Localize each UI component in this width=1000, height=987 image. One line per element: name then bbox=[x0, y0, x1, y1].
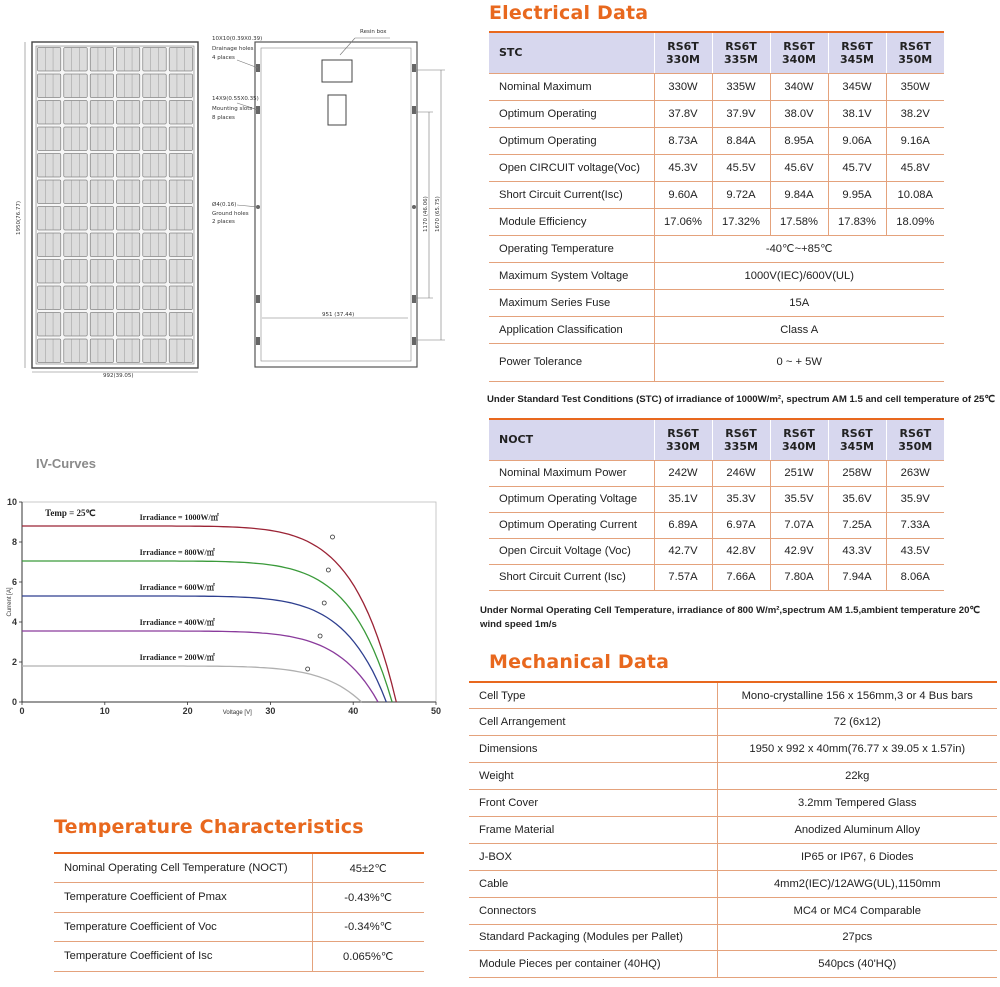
stc-model-header: RS6T 345M bbox=[828, 32, 886, 73]
noct-row-value: 258W bbox=[828, 460, 886, 486]
temperature-row bbox=[54, 883, 424, 913]
callout-ground-size: Ø4(0.16) bbox=[212, 202, 237, 208]
mechanical-row bbox=[469, 816, 997, 843]
stc-row-value: 330W bbox=[654, 73, 712, 100]
noct-row-value: 242W bbox=[654, 460, 712, 486]
noct-row-value: 35.5V bbox=[770, 486, 828, 512]
noct-row-value: 7.80A bbox=[770, 564, 828, 590]
noct-row-value: 7.57A bbox=[654, 564, 712, 590]
mechanical-row-value: 22kg bbox=[717, 763, 997, 790]
electrical-title: Electrical Data bbox=[489, 2, 649, 24]
stc-span-row bbox=[489, 343, 944, 381]
mechanical-row bbox=[469, 763, 997, 790]
stc-row-value: 8.95A bbox=[770, 127, 828, 154]
mechanical-row-label: Weight bbox=[469, 763, 717, 790]
stc-model-header: RS6T 330M bbox=[654, 32, 712, 73]
callout-ground-count: 2 places bbox=[212, 219, 235, 225]
noct-model-header: RS6T 330M bbox=[654, 419, 712, 460]
mechanical-row-value: 72 (6x12) bbox=[717, 709, 997, 736]
callout-slot-label: Mounting slots bbox=[212, 106, 253, 112]
stc-row-value: 9.16A bbox=[886, 127, 944, 154]
stc-row-value: 335W bbox=[712, 73, 770, 100]
x-tick-label: 30 bbox=[265, 706, 276, 716]
stc-span-value: Class A bbox=[654, 316, 944, 343]
stc-row-label: Optimum Operating bbox=[489, 100, 654, 127]
stc-row bbox=[489, 181, 944, 208]
mechanical-row bbox=[469, 709, 997, 736]
callout-drainage-size: 10X10(0.39X0.39) bbox=[212, 36, 263, 42]
x-tick-label: 40 bbox=[348, 706, 359, 716]
temperature-row bbox=[54, 853, 424, 883]
noct-row-value: 7.33A bbox=[886, 512, 944, 538]
noct-row-value: 43.5V bbox=[886, 538, 944, 564]
stc-row-value: 9.72A bbox=[712, 181, 770, 208]
stc-row-value: 17.58% bbox=[770, 208, 828, 235]
x-axis-label: Voltage [V] bbox=[222, 710, 252, 716]
stc-model-header: RS6T 335M bbox=[712, 32, 770, 73]
y-tick-label: 10 bbox=[6, 497, 17, 507]
irradiance-label: Irradiance = 800W/㎡ bbox=[139, 548, 215, 557]
noct-row-value: 42.7V bbox=[654, 538, 712, 564]
temperature-title: Temperature Characteristics bbox=[54, 816, 364, 838]
stc-row-label: Nominal Maximum bbox=[489, 73, 654, 100]
mechanical-title: Mechanical Data bbox=[489, 651, 670, 673]
noct-model-header: RS6T 340M bbox=[770, 419, 828, 460]
stc-span-label: Maximum Series Fuse bbox=[489, 289, 654, 316]
stc-span-value: -40℃~+85℃ bbox=[654, 235, 944, 262]
mechanical-row bbox=[469, 924, 997, 951]
temperature-row-value: -0.34%℃ bbox=[312, 912, 424, 942]
noct-row bbox=[489, 460, 944, 486]
stc-span-row bbox=[489, 316, 944, 343]
stc-row-label: Open CIRCUIT voltage(Voc) bbox=[489, 154, 654, 181]
stc-row-value: 45.7V bbox=[828, 154, 886, 181]
stc-row-label: Optimum Operating bbox=[489, 127, 654, 154]
mechanical-row-label: Standard Packaging (Modules per Pallet) bbox=[469, 924, 717, 951]
stc-span-value: 1000V(IEC)/600V(UL) bbox=[654, 262, 944, 289]
stc-row-value: 37.9V bbox=[712, 100, 770, 127]
stc-header-label: STC bbox=[489, 32, 654, 73]
noct-header-label: NOCT bbox=[489, 419, 654, 460]
noct-model-header: RS6T 350M bbox=[886, 419, 944, 460]
noct-row-value: 35.3V bbox=[712, 486, 770, 512]
stc-row-value: 45.5V bbox=[712, 154, 770, 181]
stc-row-value: 340W bbox=[770, 73, 828, 100]
noct-row-label: Optimum Operating Current bbox=[489, 512, 654, 538]
stc-row bbox=[489, 100, 944, 127]
mechanical-row-label: Cell Type bbox=[469, 682, 717, 709]
mechanical-table bbox=[469, 681, 997, 978]
stc-row-value: 38.1V bbox=[828, 100, 886, 127]
mpp-point bbox=[331, 535, 335, 539]
noct-model-header: RS6T 345M bbox=[828, 419, 886, 460]
irradiance-label: Irradiance = 1000W/㎡ bbox=[139, 513, 219, 522]
temp-annotation: Temp = 25℃ bbox=[45, 508, 96, 518]
stc-span-label: Maximum System Voltage bbox=[489, 262, 654, 289]
noct-model-header: RS6T 335M bbox=[712, 419, 770, 460]
x-tick-label: 20 bbox=[182, 706, 193, 716]
x-tick-label: 50 bbox=[430, 706, 442, 716]
stc-row-value: 17.32% bbox=[712, 208, 770, 235]
iv-curves-title: IV-Curves bbox=[36, 456, 96, 471]
stc-note: Under Standard Test Conditions (STC) of irradiance of 1000W/m², spectrum AM 1.5 and cell temperature of 25℃ bbox=[487, 394, 996, 405]
stc-row-value: 38.0V bbox=[770, 100, 828, 127]
stc-row-value: 9.95A bbox=[828, 181, 886, 208]
temperature-row-value: 0.065%℃ bbox=[312, 942, 424, 972]
mechanical-row-value: 3.2mm Tempered Glass bbox=[717, 790, 997, 817]
x-tick-label: 0 bbox=[19, 706, 25, 716]
callout-slot-size: 14X9(0.55X0.35) bbox=[212, 96, 259, 102]
callout-drainage-label: Drainage holes bbox=[212, 46, 254, 52]
noct-row-value: 7.66A bbox=[712, 564, 770, 590]
mechanical-row-label: Module Pieces per container (40HQ) bbox=[469, 951, 717, 978]
temperature-row-label: Temperature Coefficient of Voc bbox=[54, 912, 312, 942]
noct-row-value: 7.25A bbox=[828, 512, 886, 538]
mechanical-row-label: Dimensions bbox=[469, 736, 717, 763]
panel-drawing bbox=[0, 0, 470, 400]
x-tick-label: 10 bbox=[99, 706, 110, 716]
stc-span-row bbox=[489, 289, 944, 316]
stc-row-value: 38.2V bbox=[886, 100, 944, 127]
stc-span-row bbox=[489, 262, 944, 289]
temperature-row-value: 45±2℃ bbox=[312, 853, 424, 883]
dim-inner-h2: 1670 (65.75) bbox=[435, 196, 441, 232]
noct-row-value: 42.9V bbox=[770, 538, 828, 564]
mechanical-row-value: IP65 or IP67, 6 Diodes bbox=[717, 843, 997, 870]
noct-row-value: 43.3V bbox=[828, 538, 886, 564]
mechanical-row-value: Mono-crystalline 156 x 156mm,3 or 4 Bus bars bbox=[717, 682, 997, 709]
stc-span-row bbox=[489, 235, 944, 262]
panel-front-view bbox=[25, 42, 198, 372]
stc-row-value: 17.06% bbox=[654, 208, 712, 235]
stc-row bbox=[489, 154, 944, 181]
y-tick-label: 8 bbox=[11, 537, 17, 547]
mechanical-row bbox=[469, 736, 997, 763]
callout-ground-label: Ground holes bbox=[212, 211, 249, 217]
mechanical-row-value: 540pcs (40'HQ) bbox=[717, 951, 997, 978]
irradiance-label: Irradiance = 400W/㎡ bbox=[139, 618, 215, 627]
mechanical-row bbox=[469, 843, 997, 870]
noct-row bbox=[489, 538, 944, 564]
stc-row bbox=[489, 208, 944, 235]
noct-row-value: 35.6V bbox=[828, 486, 886, 512]
iv-curves-chart bbox=[0, 490, 445, 722]
stc-row-value: 45.3V bbox=[654, 154, 712, 181]
noct-row-value: 246W bbox=[712, 460, 770, 486]
y-tick-label: 2 bbox=[11, 657, 17, 667]
mechanical-row-value: Anodized Aluminum Alloy bbox=[717, 816, 997, 843]
stc-row-value: 10.08A bbox=[886, 181, 944, 208]
stc-row-value: 45.6V bbox=[770, 154, 828, 181]
mechanical-row-value: MC4 or MC4 Comparable bbox=[717, 897, 997, 924]
mechanical-row-label: Front Cover bbox=[469, 790, 717, 817]
noct-row-label: Short Circuit Current (Isc) bbox=[489, 564, 654, 590]
temperature-row-label: Temperature Coefficient of Pmax bbox=[54, 883, 312, 913]
temperature-row-value: -0.43%℃ bbox=[312, 883, 424, 913]
dim-width: 992(39.05) bbox=[103, 373, 134, 379]
stc-model-header: RS6T 350M bbox=[886, 32, 944, 73]
stc-span-value: 0 ~ + 5W bbox=[654, 343, 944, 381]
mechanical-row bbox=[469, 682, 997, 709]
temperature-row bbox=[54, 912, 424, 942]
mechanical-row-label: Cell Arrangement bbox=[469, 709, 717, 736]
noct-row bbox=[489, 512, 944, 538]
mechanical-row-label: Connectors bbox=[469, 897, 717, 924]
y-axis-label: Current [A] bbox=[7, 587, 13, 617]
y-tick-label: 0 bbox=[11, 697, 17, 707]
stc-row-value: 9.60A bbox=[654, 181, 712, 208]
dim-inner-h1: 1170 (46.06) bbox=[423, 196, 429, 232]
mechanical-row bbox=[469, 790, 997, 817]
stc-row-label: Short Circuit Current(Isc) bbox=[489, 181, 654, 208]
noct-row-value: 6.97A bbox=[712, 512, 770, 538]
mpp-point bbox=[318, 634, 322, 638]
noct-note-line2: wind speed 1m/s bbox=[480, 619, 557, 630]
callout-slot-count: 8 places bbox=[212, 115, 235, 121]
dim-height: 1950(76.77) bbox=[16, 200, 22, 235]
noct-row-value: 263W bbox=[886, 460, 944, 486]
stc-row bbox=[489, 127, 944, 154]
mechanical-row-label: J-BOX bbox=[469, 843, 717, 870]
stc-table bbox=[489, 31, 944, 382]
noct-row-value: 35.9V bbox=[886, 486, 944, 512]
temperature-table bbox=[54, 852, 424, 972]
noct-table bbox=[489, 418, 944, 591]
mechanical-row bbox=[469, 870, 997, 897]
noct-row bbox=[489, 486, 944, 512]
y-tick-label: 4 bbox=[11, 617, 17, 627]
stc-row-value: 8.73A bbox=[654, 127, 712, 154]
stc-model-header: RS6T 340M bbox=[770, 32, 828, 73]
noct-row-value: 251W bbox=[770, 460, 828, 486]
mechanical-row-value: 27pcs bbox=[717, 924, 997, 951]
noct-row-value: 8.06A bbox=[886, 564, 944, 590]
plot-frame bbox=[22, 502, 436, 702]
stc-row-value: 17.83% bbox=[828, 208, 886, 235]
irradiance-label: Irradiance = 200W/㎡ bbox=[139, 653, 215, 662]
mechanical-row-value: 4mm2(IEC)/12AWG(UL),1150mm bbox=[717, 870, 997, 897]
mechanical-row bbox=[469, 897, 997, 924]
noct-row bbox=[489, 564, 944, 590]
noct-note-line1: Under Normal Operating Cell Temperature, irradiance of 800 W/m²,spectrum AM 1.5,ambient temperature 20℃ bbox=[480, 605, 981, 616]
stc-row-value: 9.84A bbox=[770, 181, 828, 208]
mechanical-row-label: Cable bbox=[469, 870, 717, 897]
mechanical-row-value: 1950 x 992 x 40mm(76.77 x 39.05 x 1.57in) bbox=[717, 736, 997, 763]
noct-row-label: Open Circuit Voltage (Voc) bbox=[489, 538, 654, 564]
noct-row-label: Optimum Operating Voltage bbox=[489, 486, 654, 512]
stc-row-value: 37.8V bbox=[654, 100, 712, 127]
stc-row-value: 350W bbox=[886, 73, 944, 100]
noct-row-value: 35.1V bbox=[654, 486, 712, 512]
noct-row-value: 7.94A bbox=[828, 564, 886, 590]
stc-row-value: 345W bbox=[828, 73, 886, 100]
mechanical-row bbox=[469, 951, 997, 978]
irradiance-label: Irradiance = 600W/㎡ bbox=[139, 583, 215, 592]
dim-inner-width: 951 (37.44) bbox=[322, 312, 355, 318]
y-tick-label: 6 bbox=[11, 577, 17, 587]
stc-row-value: 9.06A bbox=[828, 127, 886, 154]
noct-row-value: 42.8V bbox=[712, 538, 770, 564]
stc-span-label: Power Tolerance bbox=[489, 343, 654, 381]
resin-box-label: Resin box bbox=[360, 29, 387, 35]
stc-row bbox=[489, 73, 944, 100]
mpp-point bbox=[306, 667, 310, 671]
callout-drainage-count: 4 places bbox=[212, 55, 235, 61]
stc-row-label: Module Efficiency bbox=[489, 208, 654, 235]
stc-span-label: Operating Temperature bbox=[489, 235, 654, 262]
temperature-row-label: Temperature Coefficient of Isc bbox=[54, 942, 312, 972]
noct-row-label: Nominal Maximum Power bbox=[489, 460, 654, 486]
temperature-row bbox=[54, 942, 424, 972]
stc-row-value: 18.09% bbox=[886, 208, 944, 235]
stc-row-value: 8.84A bbox=[712, 127, 770, 154]
mpp-point bbox=[326, 568, 330, 572]
temperature-row-label: Nominal Operating Cell Temperature (NOCT) bbox=[54, 853, 312, 883]
noct-row-value: 6.89A bbox=[654, 512, 712, 538]
stc-span-value: 15A bbox=[654, 289, 944, 316]
noct-row-value: 7.07A bbox=[770, 512, 828, 538]
mpp-point bbox=[322, 601, 326, 605]
mechanical-row-label: Frame Material bbox=[469, 816, 717, 843]
stc-row-value: 45.8V bbox=[886, 154, 944, 181]
stc-span-label: Application Classification bbox=[489, 316, 654, 343]
